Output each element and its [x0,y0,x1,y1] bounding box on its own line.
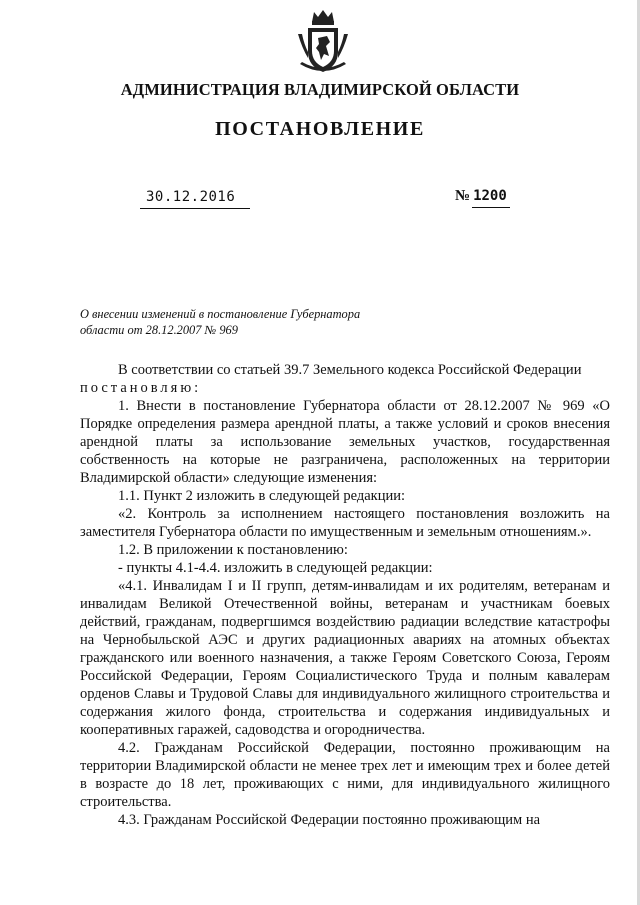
document-subject [80,306,400,338]
number-sign: № [455,188,471,204]
subject-line-2: области от 28.12.2007 № 969 [80,323,238,337]
paragraph-item-4-2: 4.2. Гражданам Российской Федерации, постоянно проживающим на территории Владимирской области не менее трех лет и имеющим трех и более детей в возрасте до 18 лет, проживающих с ними, для индивидуального жилищного строительства. [80,740,610,810]
paragraph-item-1-2: 1.2. В приложении к постановлению: [118,542,348,558]
date-underline [140,208,250,209]
document-type-title: ПОСТАНОВЛЕНИЕ [215,118,425,140]
document-date: 30.12.2016 [146,189,236,205]
paragraph-item-1-1-text: «2. Контроль за исполнением настоящего постановления возложить на заместителя Губернатора области по имущественным и земельным отношениям.». [80,506,610,540]
organization-title: АДМИНИСТРАЦИЯ ВЛАДИМИРСКОЙ ОБЛАСТИ [120,80,520,99]
number-value: 1200 [473,188,507,204]
document-number [455,188,507,205]
number-underline [472,207,510,208]
paragraph-item-1-2-text: - пункты 4.1-4.4. изложить в следующей редакции: [118,560,433,576]
subject-line-1: О внесении изменений в постановление Губернатора [80,307,361,321]
coat-of-arms-icon [294,8,352,76]
document-body [80,361,610,829]
paragraph-item-4-1: «4.1. Инвалидам I и II групп, детям-инвалидам и их родителям, ветеранам и инвалидам Великой Отечественной войны, ветеранам и участникам боевых действий, гражданам, подвергшимся воздействию радиации вследствие катастрофы на Чернобыльской АЭС и других радиационных авариях на атомных объектах гражданского или военного назначения, а также Героям Советского Союза, Героям Российской Федерации, Героям Социалистического Труда и полным кавалерам орденов Славы и Трудовой Славы для индивидуального жилищного строительства и содержания жилого фонда, строительства и содержания индивидуальных и кооперативных гаражей, садоводства и огородничества. [80,578,610,738]
paragraph-resolve: постановляю: [80,380,202,396]
paragraph-item-1-1: 1.1. Пункт 2 изложить в следующей редакции: [118,488,406,504]
paragraph-preamble: В соответствии со статьей 39.7 Земельного кодекса Российской Федерации [118,362,582,378]
paragraph-item-4-3: 4.3. Гражданам Российской Федерации постоянно проживающим на [118,812,541,828]
paragraph-item-1: 1. Внести в постановление Губернатора области от 28.12.2007 № 969 «О Порядке определения размера арендной платы, а также условий и сроков внесения арендной платы за использование земельных участков, государственная собственность на которые не разграничена, расположенных на территории Владимирской области» следующие изменения: [80,398,610,486]
